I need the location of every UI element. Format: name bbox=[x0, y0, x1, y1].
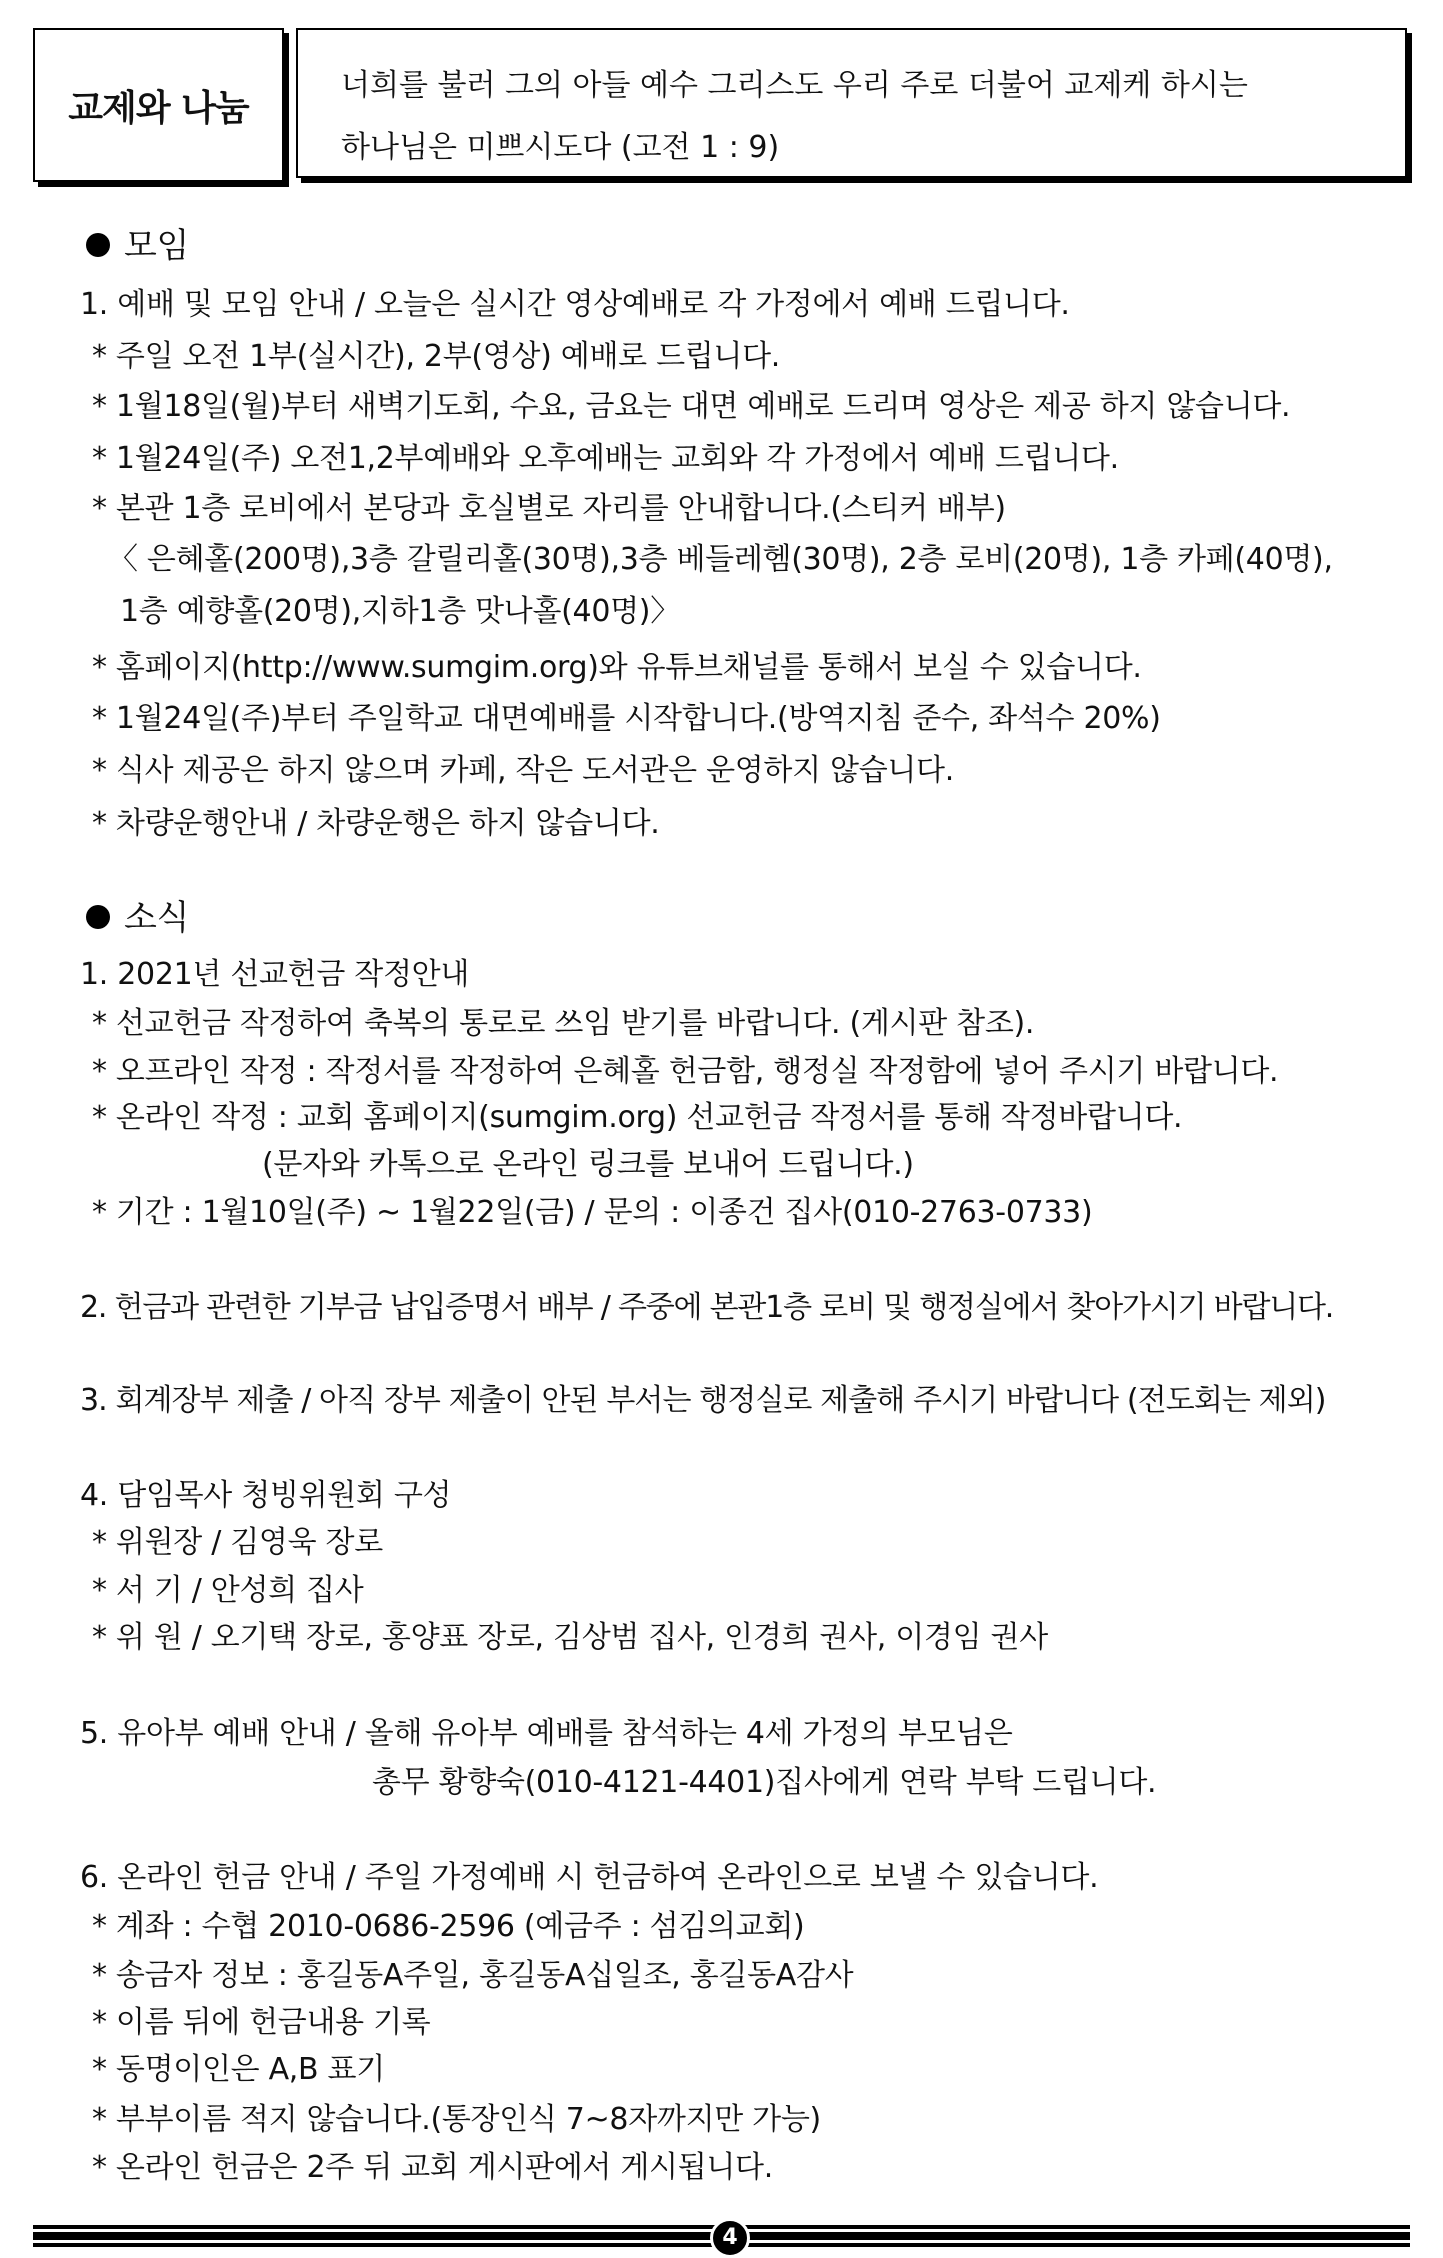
list-item: * 동명이인은 A,B 표기 bbox=[92, 2052, 385, 2087]
section-heading-gathering bbox=[86, 228, 189, 264]
list-item: 5. 유아부 예배 안내 / 올해 유아부 예배를 참석하는 4세 가정의 부모님은 bbox=[80, 1716, 1013, 1751]
page-footer bbox=[33, 2225, 1410, 2249]
list-item: 총무 황향숙(010-4121-4401)집사에게 연락 부탁 드립니다. bbox=[372, 1765, 1157, 1800]
section-title-box bbox=[33, 28, 284, 182]
list-item: * 온라인 헌금은 2주 뒤 교회 게시판에서 게시됩니다. bbox=[92, 2150, 773, 2185]
bullet-icon bbox=[86, 905, 110, 929]
list-item: * 오프라인 작정 : 작정서를 작정하여 은혜홀 헌금함, 행정실 작정함에 넣어 주시기 바랍니다. bbox=[92, 1054, 1279, 1089]
bible-verse-line: 너희를 불러 그의 아들 예수 그리스도 우리 주로 더불어 교제케 하시는 bbox=[341, 68, 1248, 103]
list-item: * 서 기 / 안성희 집사 bbox=[92, 1573, 364, 1608]
list-item: 4. 담임목사 청빙위원회 구성 bbox=[80, 1478, 452, 1513]
list-item: * 1월24일(주) 오전1,2부예배와 오후예배는 교회와 각 가정에서 예배 드립니다. bbox=[92, 441, 1119, 476]
list-item: * 부부이름 적지 않습니다.(통장인식 7~8자까지만 가능) bbox=[92, 2102, 821, 2137]
section-heading-label: 소식 bbox=[124, 898, 190, 938]
list-item: * 본관 1층 로비에서 본당과 호실별로 자리를 안내합니다.(스티커 배부) bbox=[92, 491, 1006, 526]
section-heading-label: 모임 bbox=[124, 226, 190, 266]
list-item: 1. 2021년 선교헌금 작정안내 bbox=[80, 957, 469, 992]
list-item: 2. 헌금과 관련한 기부금 납입증명서 배부 / 주중에 본관1층 로비 및 행정실에서 찾아가시기 바랍니다. bbox=[80, 1290, 1334, 1325]
bullet-icon bbox=[86, 233, 110, 257]
list-item: 3. 회계장부 제출 / 아직 장부 제출이 안된 부서는 행정실로 제출해 주시기 바랍니다 (전도회는 제외) bbox=[80, 1383, 1326, 1418]
list-item: * 계좌 : 수협 2010-0686-2596 (예금주 : 섬김의교회) bbox=[92, 1909, 805, 1944]
section-title: 교제와 나눔 bbox=[68, 87, 249, 129]
bible-verse-box bbox=[296, 28, 1407, 178]
list-item: 〈 은혜홀(200명),3층 갈릴리홀(30명),3층 베들레헴(30명), 2층 로비(20명), 1층 카페(40명), bbox=[108, 542, 1333, 577]
page-number: 4 bbox=[710, 2218, 750, 2258]
list-item: * 홈페이지(http://www.sumgim.org)와 유튜브채널를 통해서 보실 수 있습니다. bbox=[92, 650, 1142, 685]
list-item: * 온라인 작정 : 교회 홈페이지(sumgim.org) 선교헌금 작정서를 통해 작정바랍니다. bbox=[92, 1100, 1183, 1135]
list-item: * 송금자 정보 : 홍길동A주일, 홍길동A십일조, 홍길동A감사 bbox=[92, 1958, 854, 1993]
list-item: 1층 예향홀(20명),지하1층 맛나홀(40명)〉 bbox=[120, 594, 680, 629]
bible-verse-line: 하나님은 미쁘시도다 (고전 1 : 9) bbox=[341, 130, 780, 165]
list-item: * 기간 : 1월10일(주) ~ 1월22일(금) / 문의 : 이종건 집사(010-2763-0733) bbox=[92, 1195, 1093, 1230]
list-item: * 1월18일(월)부터 새벽기도회, 수요, 금요는 대면 예배로 드리며 영상은 제공 하지 않습니다. bbox=[92, 389, 1291, 424]
list-item: * 1월24일(주)부터 주일학교 대면예배를 시작합니다.(방역지침 준수, 좌석수 20%) bbox=[92, 701, 1161, 736]
list-item: * 주일 오전 1부(실시간), 2부(영상) 예배로 드립니다. bbox=[92, 339, 781, 374]
list-item: * 위원장 / 김영욱 장로 bbox=[92, 1525, 383, 1560]
list-item: * 이름 뒤에 헌금내용 기록 bbox=[92, 2005, 431, 2040]
list-item: * 선교헌금 작정하여 축복의 통로로 쓰임 받기를 바랍니다. (게시판 참조). bbox=[92, 1006, 1035, 1041]
list-item: * 위 원 / 오기택 장로, 홍양표 장로, 김상범 집사, 인경희 권사, 이경임 권사 bbox=[92, 1620, 1048, 1655]
list-item: * 차량운행안내 / 차량운행은 하지 않습니다. bbox=[92, 806, 660, 841]
list-item: (문자와 카톡으로 온라인 링크를 보내어 드립니다.) bbox=[262, 1147, 914, 1182]
list-item: * 식사 제공은 하지 않으며 카페, 작은 도서관은 운영하지 않습니다. bbox=[92, 753, 954, 788]
list-item: 1. 예배 및 모임 안내 / 오늘은 실시간 영상예배로 각 가정에서 예배 드립니다. bbox=[80, 287, 1070, 322]
section-heading-news bbox=[86, 900, 189, 936]
list-item: 6. 온라인 헌금 안내 / 주일 가정예배 시 헌금하여 온라인으로 보낼 수 있습니다. bbox=[80, 1860, 1099, 1895]
